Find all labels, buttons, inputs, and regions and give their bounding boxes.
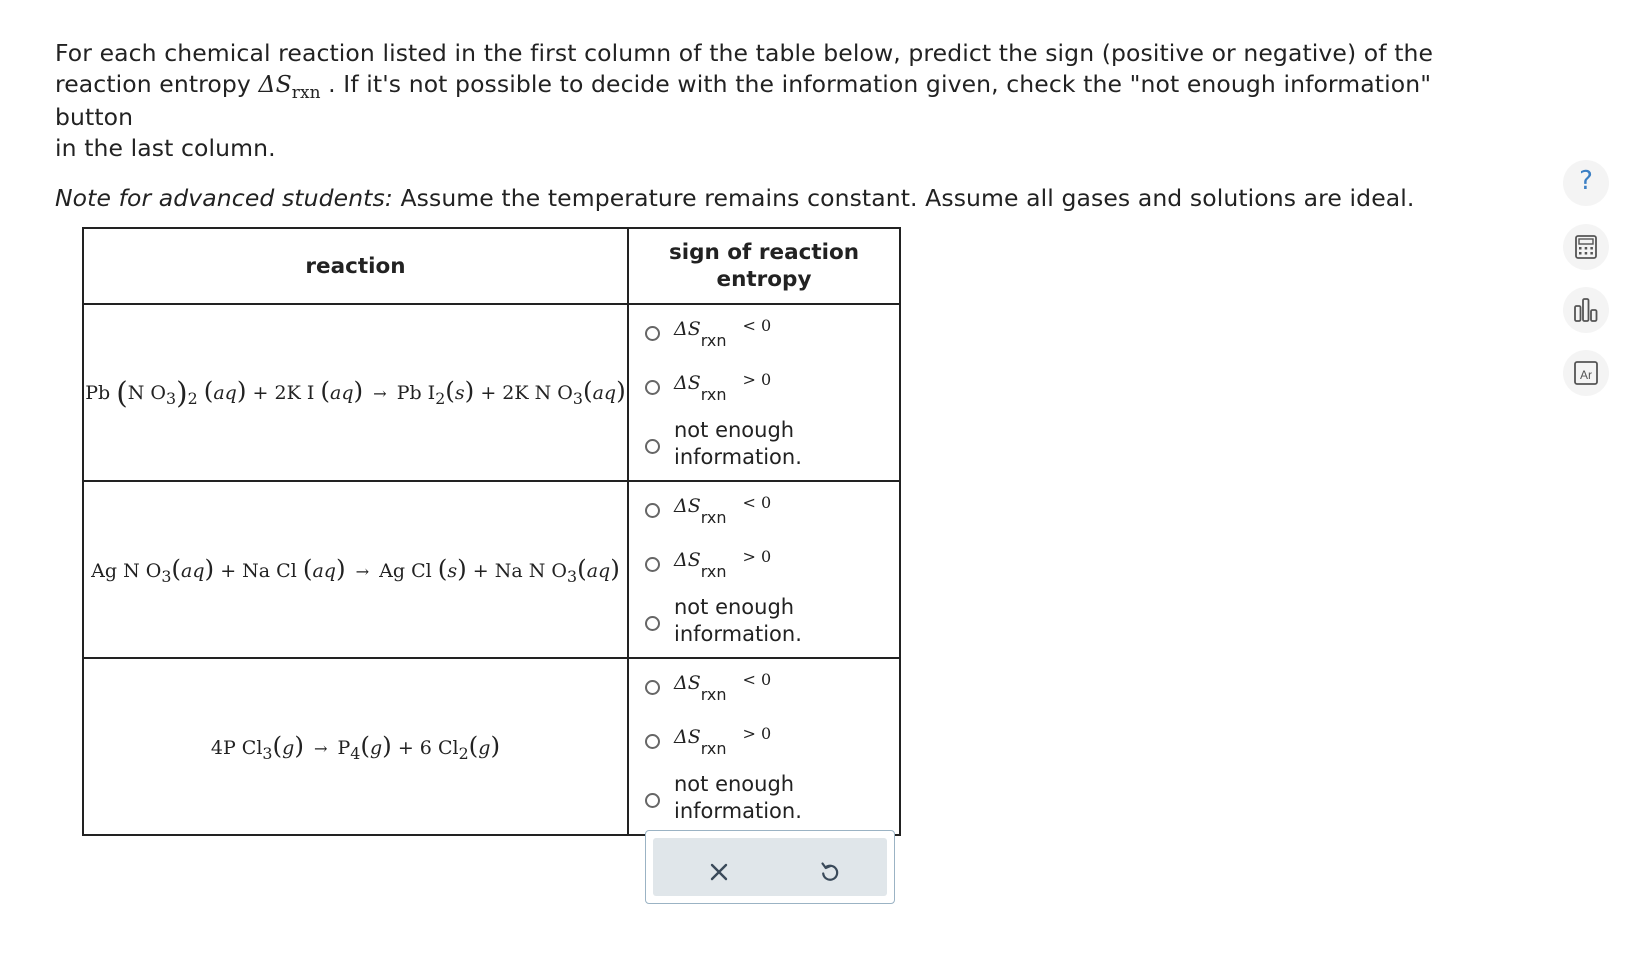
- header-row: [83, 228, 900, 304]
- svg-text:Ar: Ar: [1580, 368, 1592, 382]
- prompt-line-1: For each chemical reaction listed in the first column of the table below, predict the sign (positive or negative) of the: [55, 39, 1434, 67]
- equation-render: 4P $Cl_3(g) \to P_4(g) + 6$ $Cl_2(g)$: [210, 730, 501, 763]
- header-sign: [628, 228, 900, 304]
- prompt-line-2-start: reaction entropy: [55, 70, 259, 98]
- radio-button[interactable]: [645, 680, 660, 695]
- bar-chart-icon: [1572, 296, 1600, 324]
- radio-button[interactable]: [645, 326, 660, 341]
- option-negative-label: $\Delta S_{rxn}^{< 0}$: [674, 670, 772, 704]
- reaction-equation-2: [83, 481, 628, 658]
- clear-button[interactable]: [705, 858, 733, 886]
- option-negative-label: $\Delta S_{rxn}^{< 0}$: [674, 493, 772, 527]
- option-positive[interactable]: [629, 715, 899, 771]
- calculator-icon: [1572, 233, 1600, 261]
- prompt-line-3: in the last column.: [55, 134, 276, 162]
- header-reaction: reaction: [83, 228, 628, 304]
- answer-actions: [645, 830, 895, 904]
- option-positive-label: $\Delta S_{rxn}^{> 0}$: [674, 370, 772, 404]
- header-sign-label: sign of reaction entropy: [668, 240, 860, 292]
- option-negative[interactable]: [629, 305, 899, 361]
- calculator-button[interactable]: [1563, 224, 1609, 270]
- delta-s-symbol: ΔS: [258, 70, 292, 98]
- equation-render: Ag N $O_3(aq) + Na$ Cl (aq) → Ag Cl (s) + Na N $O_3(aq)$: [91, 553, 620, 586]
- reaction-equation-3: [83, 658, 628, 835]
- radio-button[interactable]: [645, 557, 660, 572]
- radio-button[interactable]: [645, 439, 660, 454]
- option-positive[interactable]: [629, 538, 899, 594]
- note-text: Assume the temperature remains constant. Assume all gases and solutions are ideal.: [400, 184, 1415, 212]
- prompt-paragraph: [55, 38, 1515, 164]
- radio-button[interactable]: [645, 793, 660, 808]
- option-negative[interactable]: [629, 482, 899, 538]
- help-button[interactable]: [1563, 160, 1609, 206]
- option-not-enough-info[interactable]: [629, 417, 899, 479]
- option-positive-label: $\Delta S_{rxn}^{> 0}$: [674, 547, 772, 581]
- sign-options-1: [628, 304, 900, 481]
- option-positive[interactable]: [629, 361, 899, 417]
- undo-button[interactable]: [816, 858, 844, 886]
- table-row: [83, 481, 900, 658]
- actions-bar: [653, 838, 887, 896]
- table-row: [83, 304, 900, 481]
- option-positive-label: $\Delta S_{rxn}^{> 0}$: [674, 724, 772, 758]
- reaction-table: [82, 227, 901, 836]
- sign-options-3: [628, 658, 900, 835]
- prompt-line-2-end: . If it's not possible to decide with the information given, check the "not enough information" button: [55, 70, 1432, 131]
- radio-button[interactable]: [645, 734, 660, 749]
- close-icon: [705, 858, 733, 886]
- radio-button[interactable]: [645, 380, 660, 395]
- table-row: [83, 658, 900, 835]
- radio-button[interactable]: [645, 503, 660, 518]
- not-enough-info-label: not enough information.: [674, 418, 802, 469]
- equation-render: Pb (N $O_3)_2$ (aq) + 2K I (aq) → Pb $I_2(s) + 2K$ N $O_3(aq)$: [85, 375, 626, 410]
- advanced-note: [55, 183, 1515, 214]
- option-negative-label: $\Delta S_{rxn}^{< 0}$: [674, 316, 772, 350]
- help-icon: ?: [1579, 166, 1593, 196]
- note-label: Note for advanced students:: [55, 184, 393, 212]
- sign-options-2: [628, 481, 900, 658]
- option-not-enough-info[interactable]: [629, 771, 899, 833]
- option-not-enough-info[interactable]: [629, 594, 899, 656]
- option-negative[interactable]: [629, 659, 899, 715]
- undo-icon: [816, 858, 844, 886]
- radio-button[interactable]: [645, 616, 660, 631]
- data-button[interactable]: [1563, 287, 1609, 333]
- reaction-equation-1: [83, 304, 628, 481]
- rxn-subscript: rxn: [291, 81, 321, 102]
- periodic-table-icon: [1572, 359, 1600, 387]
- question-prompt: [55, 38, 1515, 214]
- not-enough-info-label: not enough information.: [674, 772, 802, 823]
- periodic-table-button[interactable]: [1563, 350, 1609, 396]
- not-enough-info-label: not enough information.: [674, 595, 802, 646]
